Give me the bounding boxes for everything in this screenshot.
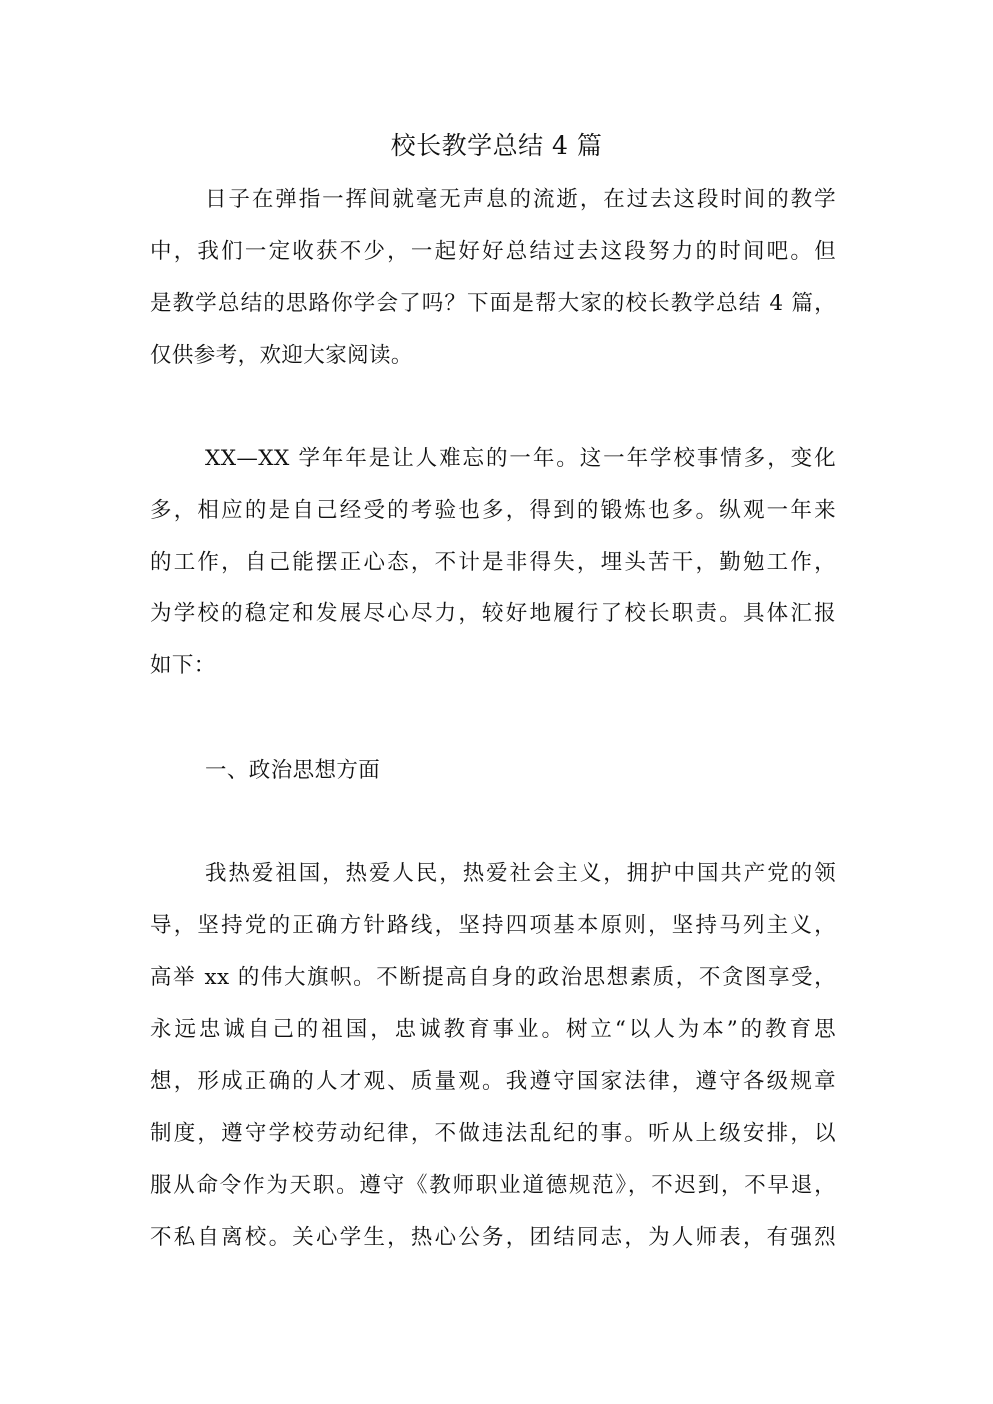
intro-line-3: 是教学总结的思路你学会了吗？下面是帮大家的校长教学总结 4 篇， (150, 291, 836, 316)
para2-line-6: 制度，遵守学校劳动纪律，不做违法乱纪的事。听从上级安排，以 (150, 1121, 836, 1146)
para2-line-3: 高举 xx 的伟大旗帜。不断提高自身的政治思想素质，不贪图享受， (150, 965, 836, 990)
para2-line-8: 不私自离校。关心学生，热心公务，团结同志，为人师表，有强烈 (150, 1225, 836, 1250)
para1-line-4: 为学校的稳定和发展尽心尽力，较好地履行了校长职责。具体汇报 (150, 601, 836, 626)
para1-line-5: 如下： (150, 653, 216, 678)
para2-line-5: 想，形成正确的人才观、质量观。我遵守国家法律，遵守各级规章 (150, 1069, 836, 1094)
intro-line-2: 中，我们一定收获不少，一起好好总结过去这段努力的时间吧。但 (150, 239, 836, 264)
para2-line-7: 服从命令作为天职。遵守《教师职业道德规范》，不迟到，不早退， (150, 1173, 836, 1198)
para1-line-1: XX—XX 学年年是让人难忘的一年。这一年学校事情多，变化 (205, 446, 836, 471)
document-title: 校长教学总结 4 篇 (390, 131, 603, 160)
intro-line-4: 仅供参考，欢迎大家阅读。 (150, 343, 413, 368)
para1-line-2: 多，相应的是自己经受的考验也多，得到的锻炼也多。纵观一年来 (150, 498, 836, 523)
para2-line-1: 我热爱祖国，热爱人民，热爱社会主义，拥护中国共产党的领 (205, 861, 836, 886)
para2-line-2: 导，坚持党的正确方针路线，坚持四项基本原则，坚持马列主义， (150, 913, 836, 938)
para1-line-3: 的工作，自己能摆正心态，不计是非得失，埋头苦干，勤勉工作， (150, 550, 836, 575)
para2-line-4: 永远忠诚自己的祖国，忠诚教育事业。树立“以人为本”的教育思 (150, 1017, 836, 1042)
section-heading: 一、政治思想方面 (205, 758, 381, 783)
intro-line-1: 日子在弹指一挥间就毫无声息的流逝，在过去这段时间的教学 (205, 187, 836, 212)
